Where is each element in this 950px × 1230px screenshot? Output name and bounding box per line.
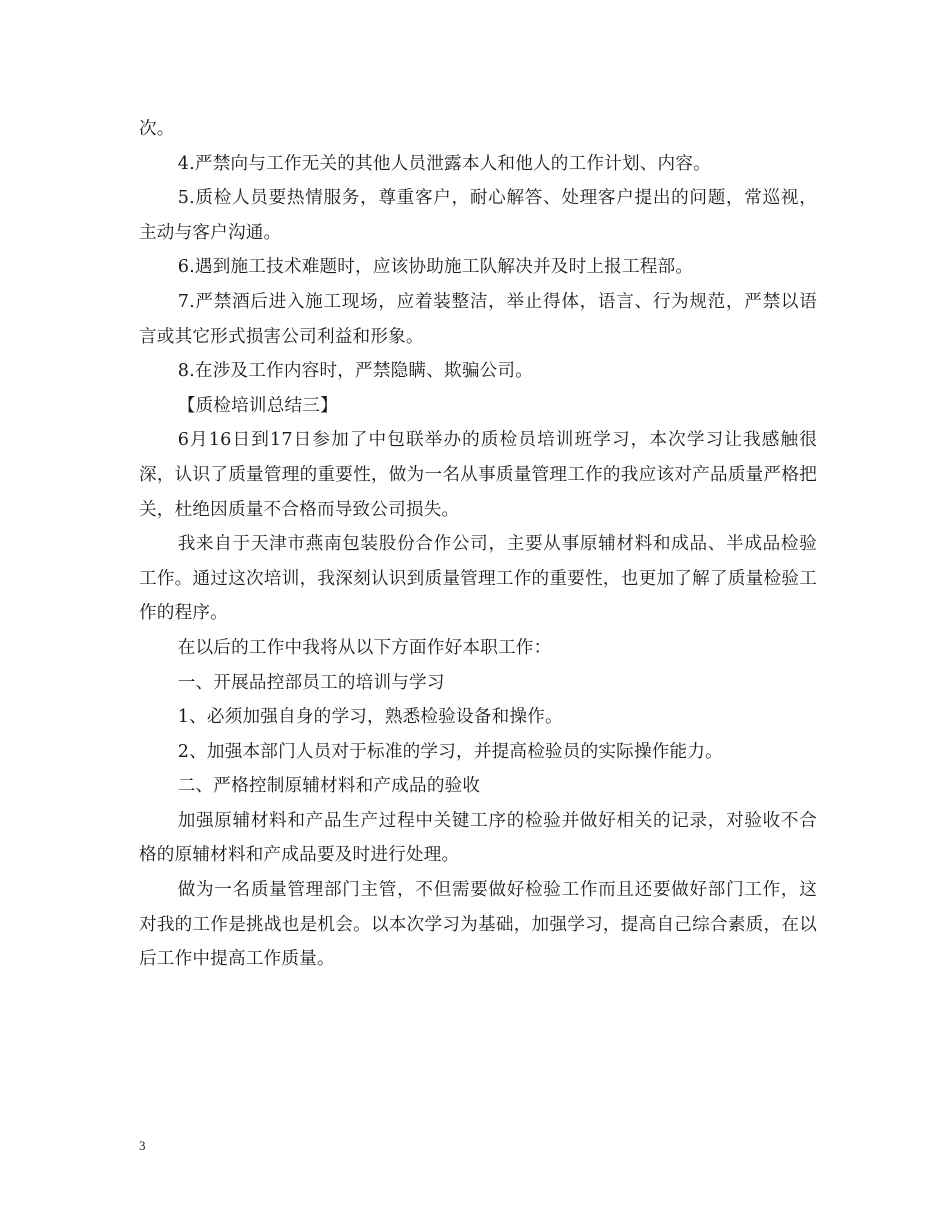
rule-item-8: 8.在涉及工作内容时，严禁隐瞒、欺骗公司。 — [177, 361, 533, 382]
paragraph-continuation: 次。 — [139, 119, 175, 139]
document-body — [139, 112, 817, 977]
rule-item-7: 7.严禁酒后进入施工现场，应着装整洁，举止得体，语言、行为规范，严禁以语言或其它形式损害公司利益和形象。 — [139, 291, 817, 347]
paragraph-background: 我来自于天津市燕南包装股份合作公司，主要从事原辅材料和成品、半成品检验工作。通过这次培训，我深刻认识到质量管理工作的重要性，也更加了解了质量检验工作的程序。 — [139, 534, 817, 624]
rule-item-4: 4.严禁向与工作无关的其他人员泄露本人和他人的工作计划、内容。 — [177, 153, 711, 174]
subheading-training: 一、开展品控部员工的培训与学习 — [177, 672, 445, 693]
rule-item-5: 5.质检人员要热情服务，尊重客户，耐心解答、处理客户提出的问题，常巡视，主动与客户沟通。 — [139, 188, 817, 243]
paragraph-conclusion: 做为一名质量管理部门主管，不但需要做好检验工作而且还要做好部门工作，这对我的工作是挑战也是机会。以本次学习为基础，加强学习，提高自己综合素质，在以后工作中提高工作质量。 — [139, 880, 817, 970]
rule-item-6: 6.遇到施工技术难题时，应该协助施工队解决并及时上报工程部。 — [177, 257, 694, 278]
paragraph-intro: 6月16日到17日参加了中包联举办的质检员培训班学习，本次学习让我感触很深，认识了质量管理的重要性，做为一名从事质量管理工作的我应该对产品质量严格把关，杜绝因质量不合格而导致公司损失。 — [139, 430, 817, 520]
paragraph-inspection: 加强原辅材料和产品生产过程中关键工序的检验并做好相关的记录，对验收不合格的原辅材料和产成品要及时进行处理。 — [139, 810, 817, 866]
list-item-2: 2、加强本部门人员对于标准的学习，并提高检验员的实际操作能力。 — [177, 741, 723, 762]
page-number: 3 — [139, 1138, 146, 1153]
section-heading: 【质检培训总结三】 — [177, 395, 338, 416]
subheading-inspection: 二、严格控制原辅材料和产成品的验收 — [177, 776, 481, 797]
paragraph-plan-lead: 在以后的工作中我将从以下方面作好本职工作： — [177, 637, 552, 658]
list-item-1: 1、必须加强自身的学习，熟悉检验设备和操作。 — [177, 707, 563, 728]
